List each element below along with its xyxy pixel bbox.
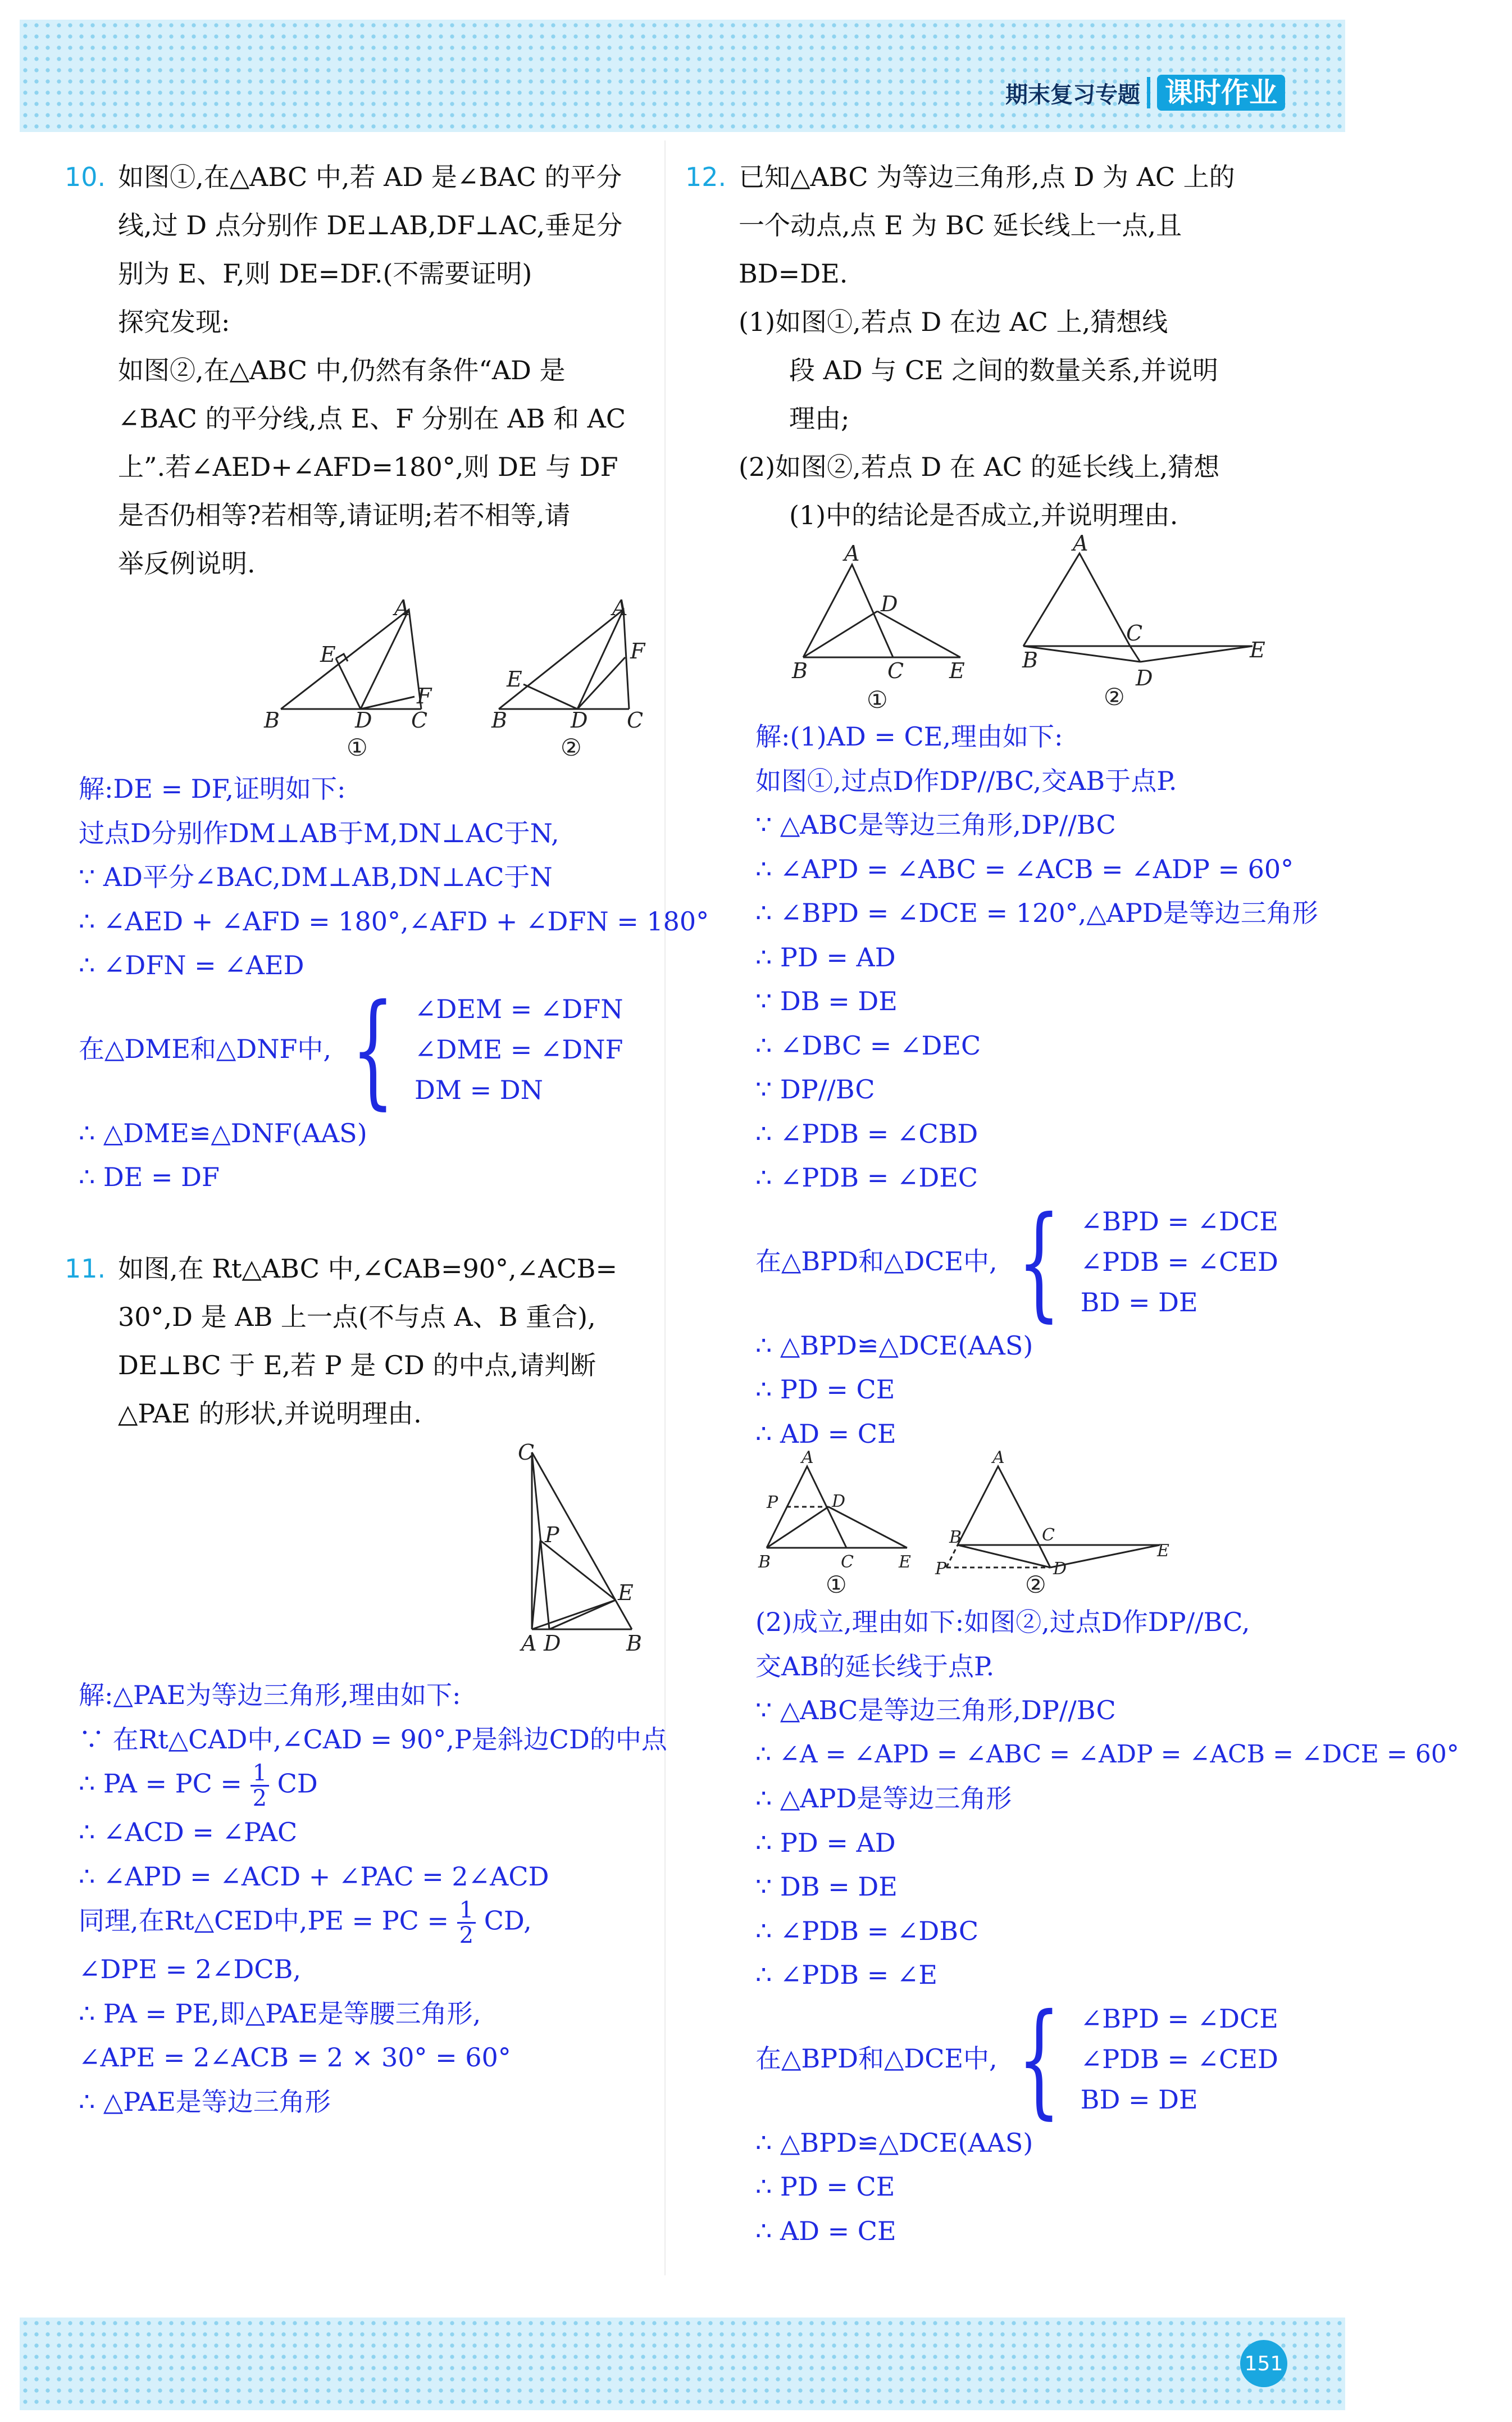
svg-text:A: A — [992, 1448, 1005, 1467]
svg-text:B: B — [626, 1631, 642, 1656]
solution-figure-1 — [758, 1448, 911, 1598]
header-label: 期末复习专题 — [1005, 81, 1140, 108]
svg-text:E: E — [899, 1552, 911, 1572]
svg-text:D: D — [1053, 1559, 1067, 1579]
svg-text:E: E — [320, 642, 336, 667]
answer-line: ∴ DE = DF — [79, 1162, 220, 1192]
svg-text:C: C — [627, 708, 644, 733]
answer-line: ∴ ∠DFN = ∠AED — [79, 950, 304, 980]
answer-line: ∴ ∠ACD = ∠PAC — [79, 1817, 298, 1847]
answer-line: ∴ AD = CE — [755, 1418, 896, 1449]
problem-text: 一个动点,点 E 为 BC 延长线上一点,且 — [739, 210, 1182, 240]
problem-text: △PAE 的形状,并说明理由. — [118, 1398, 422, 1429]
answer-line: ∴ PD = CE — [755, 1374, 895, 1405]
answer-line: ∴ ∠BPD = ∠DCE = 120°,△APD是等边三角形 — [755, 898, 1318, 928]
brace-icon: { — [1017, 1987, 1061, 2131]
svg-text:B: B — [949, 1528, 962, 1547]
problem-number: 11. — [65, 1253, 106, 1284]
answer-line: (2)成立,理由如下:如图②,过点D作DP//BC, — [755, 1607, 1250, 1637]
answer-line: ∴ ∠APD = ∠ACD + ∠PAC = 2∠ACD — [79, 1861, 549, 1892]
figure-caption: ① — [867, 686, 888, 714]
figure-caption: ① — [347, 734, 368, 761]
svg-text:P: P — [545, 1523, 559, 1547]
problem-11-figure — [505, 1440, 663, 1663]
svg-text:D: D — [1136, 666, 1153, 690]
svg-text:D: D — [832, 1492, 846, 1511]
figure-10-2 — [491, 596, 646, 761]
figure-12-1 — [791, 541, 965, 714]
answer-line: ∵ DB = DE — [755, 1871, 898, 1902]
svg-text:C: C — [887, 658, 904, 683]
answer-line: 在△BPD和△DCE中, — [755, 1246, 998, 1277]
answer-line: 解:DE = DF,证明如下: — [79, 774, 346, 804]
answer-line: ∴ PD = AD — [755, 1827, 896, 1858]
answer-line: ∴ △DME≌△DNF(AAS) — [79, 1117, 367, 1148]
page-number: 151 — [1240, 2340, 1287, 2387]
svg-text:C: C — [411, 708, 428, 733]
figure-caption: ② — [1104, 683, 1125, 711]
condition: DM = DN — [414, 1074, 543, 1105]
answer-line: ∴ ∠PDB = ∠DEC — [755, 1162, 978, 1193]
problem-11 — [65, 1244, 617, 1438]
problem-text: BD=DE. — [739, 258, 848, 289]
svg-text:C: C — [1042, 1525, 1055, 1545]
answer-line: ∴ ∠PDB = ∠E — [755, 1960, 937, 1990]
problem-text: 举反例说明. — [118, 548, 256, 579]
svg-text:E: E — [1157, 1541, 1169, 1561]
figure-caption: ① — [826, 1571, 847, 1598]
svg-text:F: F — [630, 639, 645, 664]
figure-10-1 — [263, 596, 432, 761]
problem-10 — [65, 153, 626, 588]
figure-12-2 — [1022, 531, 1265, 711]
problem-number: 10. — [65, 162, 106, 192]
header-separator — [1147, 77, 1150, 108]
solution-figure-2 — [935, 1448, 1169, 1598]
svg-text:E: E — [949, 658, 965, 683]
problem-12-solution-figures — [755, 1448, 1182, 1601]
answer-line: ∴ PD = CE — [755, 2171, 895, 2202]
svg-text:E: E — [618, 1580, 634, 1605]
problem-12 — [685, 153, 1235, 539]
answer-line: 交AB的延长线于点P. — [755, 1651, 995, 1682]
svg-text:F: F — [417, 684, 432, 708]
problem-text: 如图,在 Rt△ABC 中,∠CAB=90°,∠ACB= — [118, 1253, 617, 1284]
condition: ∠PDB = ∠CED — [1080, 1246, 1278, 1277]
problem-text: 理由; — [789, 403, 850, 434]
answer-line: ∴ △APD是等边三角形 — [755, 1783, 1012, 1814]
svg-text:B: B — [792, 658, 808, 683]
answer-line: ∵ AD平分∠BAC,DM⊥AB,DN⊥AC于N — [79, 862, 553, 892]
congruence-system — [755, 1189, 1318, 1334]
problem-12-answer-1 — [755, 715, 1318, 1456]
answer-line: ∴ ∠AED + ∠AFD = 180°,∠AFD + ∠DFN = 180° — [79, 906, 709, 937]
problem-text: 线,过 D 点分别作 DE⊥AB,DF⊥AC,垂足分 — [118, 210, 623, 240]
problem-10-answer — [79, 767, 709, 1199]
answer-line: 同理,在Rt△CED中,PE = PC = $\frac{1}{2}$ CD, — [79, 1897, 532, 1948]
problem-text: 段 AD 与 CE 之间的数量关系,并说明 — [789, 355, 1218, 385]
congruence-system — [79, 977, 709, 1121]
svg-text:D: D — [571, 708, 588, 733]
svg-text:A: A — [801, 1448, 814, 1467]
svg-text:B: B — [491, 708, 507, 733]
problem-text: (1)中的结论是否成立,并说明理由. — [789, 500, 1178, 530]
svg-text:A: A — [1073, 531, 1089, 556]
svg-text:D: D — [881, 592, 898, 616]
problem-text: (1)如图①,若点 D 在边 AC 上,猜想线 — [739, 307, 1168, 337]
condition: ∠DEM = ∠DFN — [414, 993, 623, 1024]
problem-11-answer — [79, 1673, 667, 2124]
figure-caption: ② — [1025, 1571, 1046, 1598]
answer-line: ∴ PA = PE,即△PAE是等腰三角形, — [79, 1998, 481, 2029]
fraction: $\frac{1}{2}$ — [457, 1898, 476, 1947]
problem-number: 12. — [685, 162, 727, 192]
answer-line: ∴ PA = PC = $\frac{1}{2}$ CD — [79, 1760, 318, 1811]
answer-line: ∵ DB = DE — [755, 986, 898, 1016]
problem-text: 30°,D 是 AB 上一点(不与点 A、B 重合), — [118, 1302, 596, 1332]
answer-line: ∠DPE = 2∠DCB, — [79, 1954, 302, 1984]
answer-line: 在△DME和△DNF中, — [79, 1034, 331, 1065]
figure-caption: ② — [561, 734, 582, 761]
answer-line: ∵ △ABC是等边三角形,DP//BC — [755, 1695, 1116, 1725]
problem-text: 探究发现: — [118, 307, 230, 337]
problem-text: 如图②,在△ABC 中,仍然有条件“AD 是 — [118, 355, 566, 385]
problem-text: 已知△ABC 为等边三角形,点 D 为 AC 上的 — [739, 162, 1235, 192]
congruence-system — [755, 1987, 1459, 2131]
answer-line: 在△BPD和△DCE中, — [755, 2043, 998, 2074]
svg-text:C: C — [841, 1552, 854, 1572]
brace-icon: { — [351, 977, 395, 1121]
problem-text: ∠BAC 的平分线,点 E、F 分别在 AB 和 AC — [118, 403, 626, 434]
svg-text:A: A — [612, 596, 628, 620]
answer-line: ∴ ∠A = ∠APD = ∠ABC = ∠ADP = ∠ACB = ∠DCE = 60° — [755, 1739, 1459, 1769]
condition: BD = DE — [1080, 1287, 1198, 1317]
svg-text:E: E — [507, 667, 522, 692]
condition: ∠BPD = ∠DCE — [1080, 2003, 1278, 2034]
svg-text:E: E — [1250, 638, 1265, 662]
svg-text:B: B — [758, 1552, 771, 1572]
problem-text: (2)如图②,若点 D 在 AC 的延长线上,猜想 — [739, 452, 1220, 482]
problem-12-answer-2 — [755, 1600, 1459, 2253]
condition: ∠BPD = ∠DCE — [1080, 1206, 1278, 1237]
problem-text: 是否仍相等?若相等,请证明;若不相等,请 — [118, 500, 571, 530]
answer-line: 如图①,过点D作DP//BC,交AB于点P. — [755, 765, 1177, 796]
svg-text:D: D — [355, 708, 372, 733]
brand-logo: 课时作业 — [1157, 75, 1285, 111]
answer-line: ∴ ∠DBC = ∠DEC — [755, 1030, 981, 1061]
svg-text:P: P — [767, 1493, 778, 1512]
problem-12-figures — [786, 531, 1281, 714]
condition: ∠PDB = ∠CED — [1080, 2043, 1278, 2074]
svg-text:C: C — [518, 1440, 535, 1465]
svg-text:D: D — [544, 1631, 561, 1656]
answer-line: ∵ △ABC是等边三角形,DP//BC — [755, 810, 1116, 840]
answer-line: 过点D分别作DM⊥AB于M,DN⊥AC于N, — [79, 817, 559, 848]
svg-text:P: P — [935, 1559, 947, 1579]
problem-10-figures — [264, 590, 646, 775]
problem-text: 别为 E、F,则 DE=DF.(不需要证明) — [118, 258, 532, 289]
answer-line: 解:△PAE为等边三角形,理由如下: — [79, 1680, 461, 1710]
svg-text:B: B — [264, 708, 280, 733]
svg-text:B: B — [1022, 648, 1038, 672]
answer-line: ∴ ∠PDB = ∠DBC — [755, 1915, 979, 1946]
answer-line: ∴ △BPD≌△DCE(AAS) — [755, 2127, 1033, 2158]
answer-line: ∴ AD = CE — [755, 2215, 896, 2246]
condition: ∠DME = ∠DNF — [414, 1034, 623, 1065]
answer-line: 解:(1)AD = CE,理由如下: — [755, 721, 1063, 752]
footer-band — [20, 2318, 1345, 2410]
answer-line: ∵ DP//BC — [755, 1074, 875, 1105]
svg-text:A: A — [844, 541, 860, 566]
answer-line: ∠APE = 2∠ACB = 2 × 30° = 60° — [79, 2042, 511, 2073]
svg-text:C: C — [1126, 621, 1143, 646]
header-brand — [1005, 73, 1285, 112]
answer-line: ∴ ∠APD = ∠ABC = ∠ACB = ∠ADP = 60° — [755, 853, 1294, 884]
problem-text: 如图①,在△ABC 中,若 AD 是∠BAC 的平分 — [118, 162, 622, 192]
svg-text:A: A — [521, 1631, 537, 1656]
fraction: $\frac{1}{2}$ — [251, 1761, 269, 1810]
answer-line: ∴ △PAE是等边三角形 — [79, 2086, 331, 2117]
brace-icon: { — [1017, 1189, 1061, 1334]
condition: BD = DE — [1080, 2084, 1198, 2115]
answer-line: ∵ 在Rt△CAD中,∠CAD = 90°,P是斜边CD的中点 — [79, 1724, 667, 1755]
problem-text: 上”.若∠AED+∠AFD=180°,则 DE 与 DF — [118, 452, 618, 482]
svg-text:A: A — [394, 596, 410, 620]
answer-line: ∴ △BPD≌△DCE(AAS) — [755, 1330, 1033, 1361]
problem-text: DE⊥BC 于 E,若 P 是 CD 的中点,请判断 — [118, 1350, 596, 1380]
answer-line: ∴ ∠PDB = ∠CBD — [755, 1118, 978, 1149]
answer-line: ∴ PD = AD — [755, 942, 896, 973]
